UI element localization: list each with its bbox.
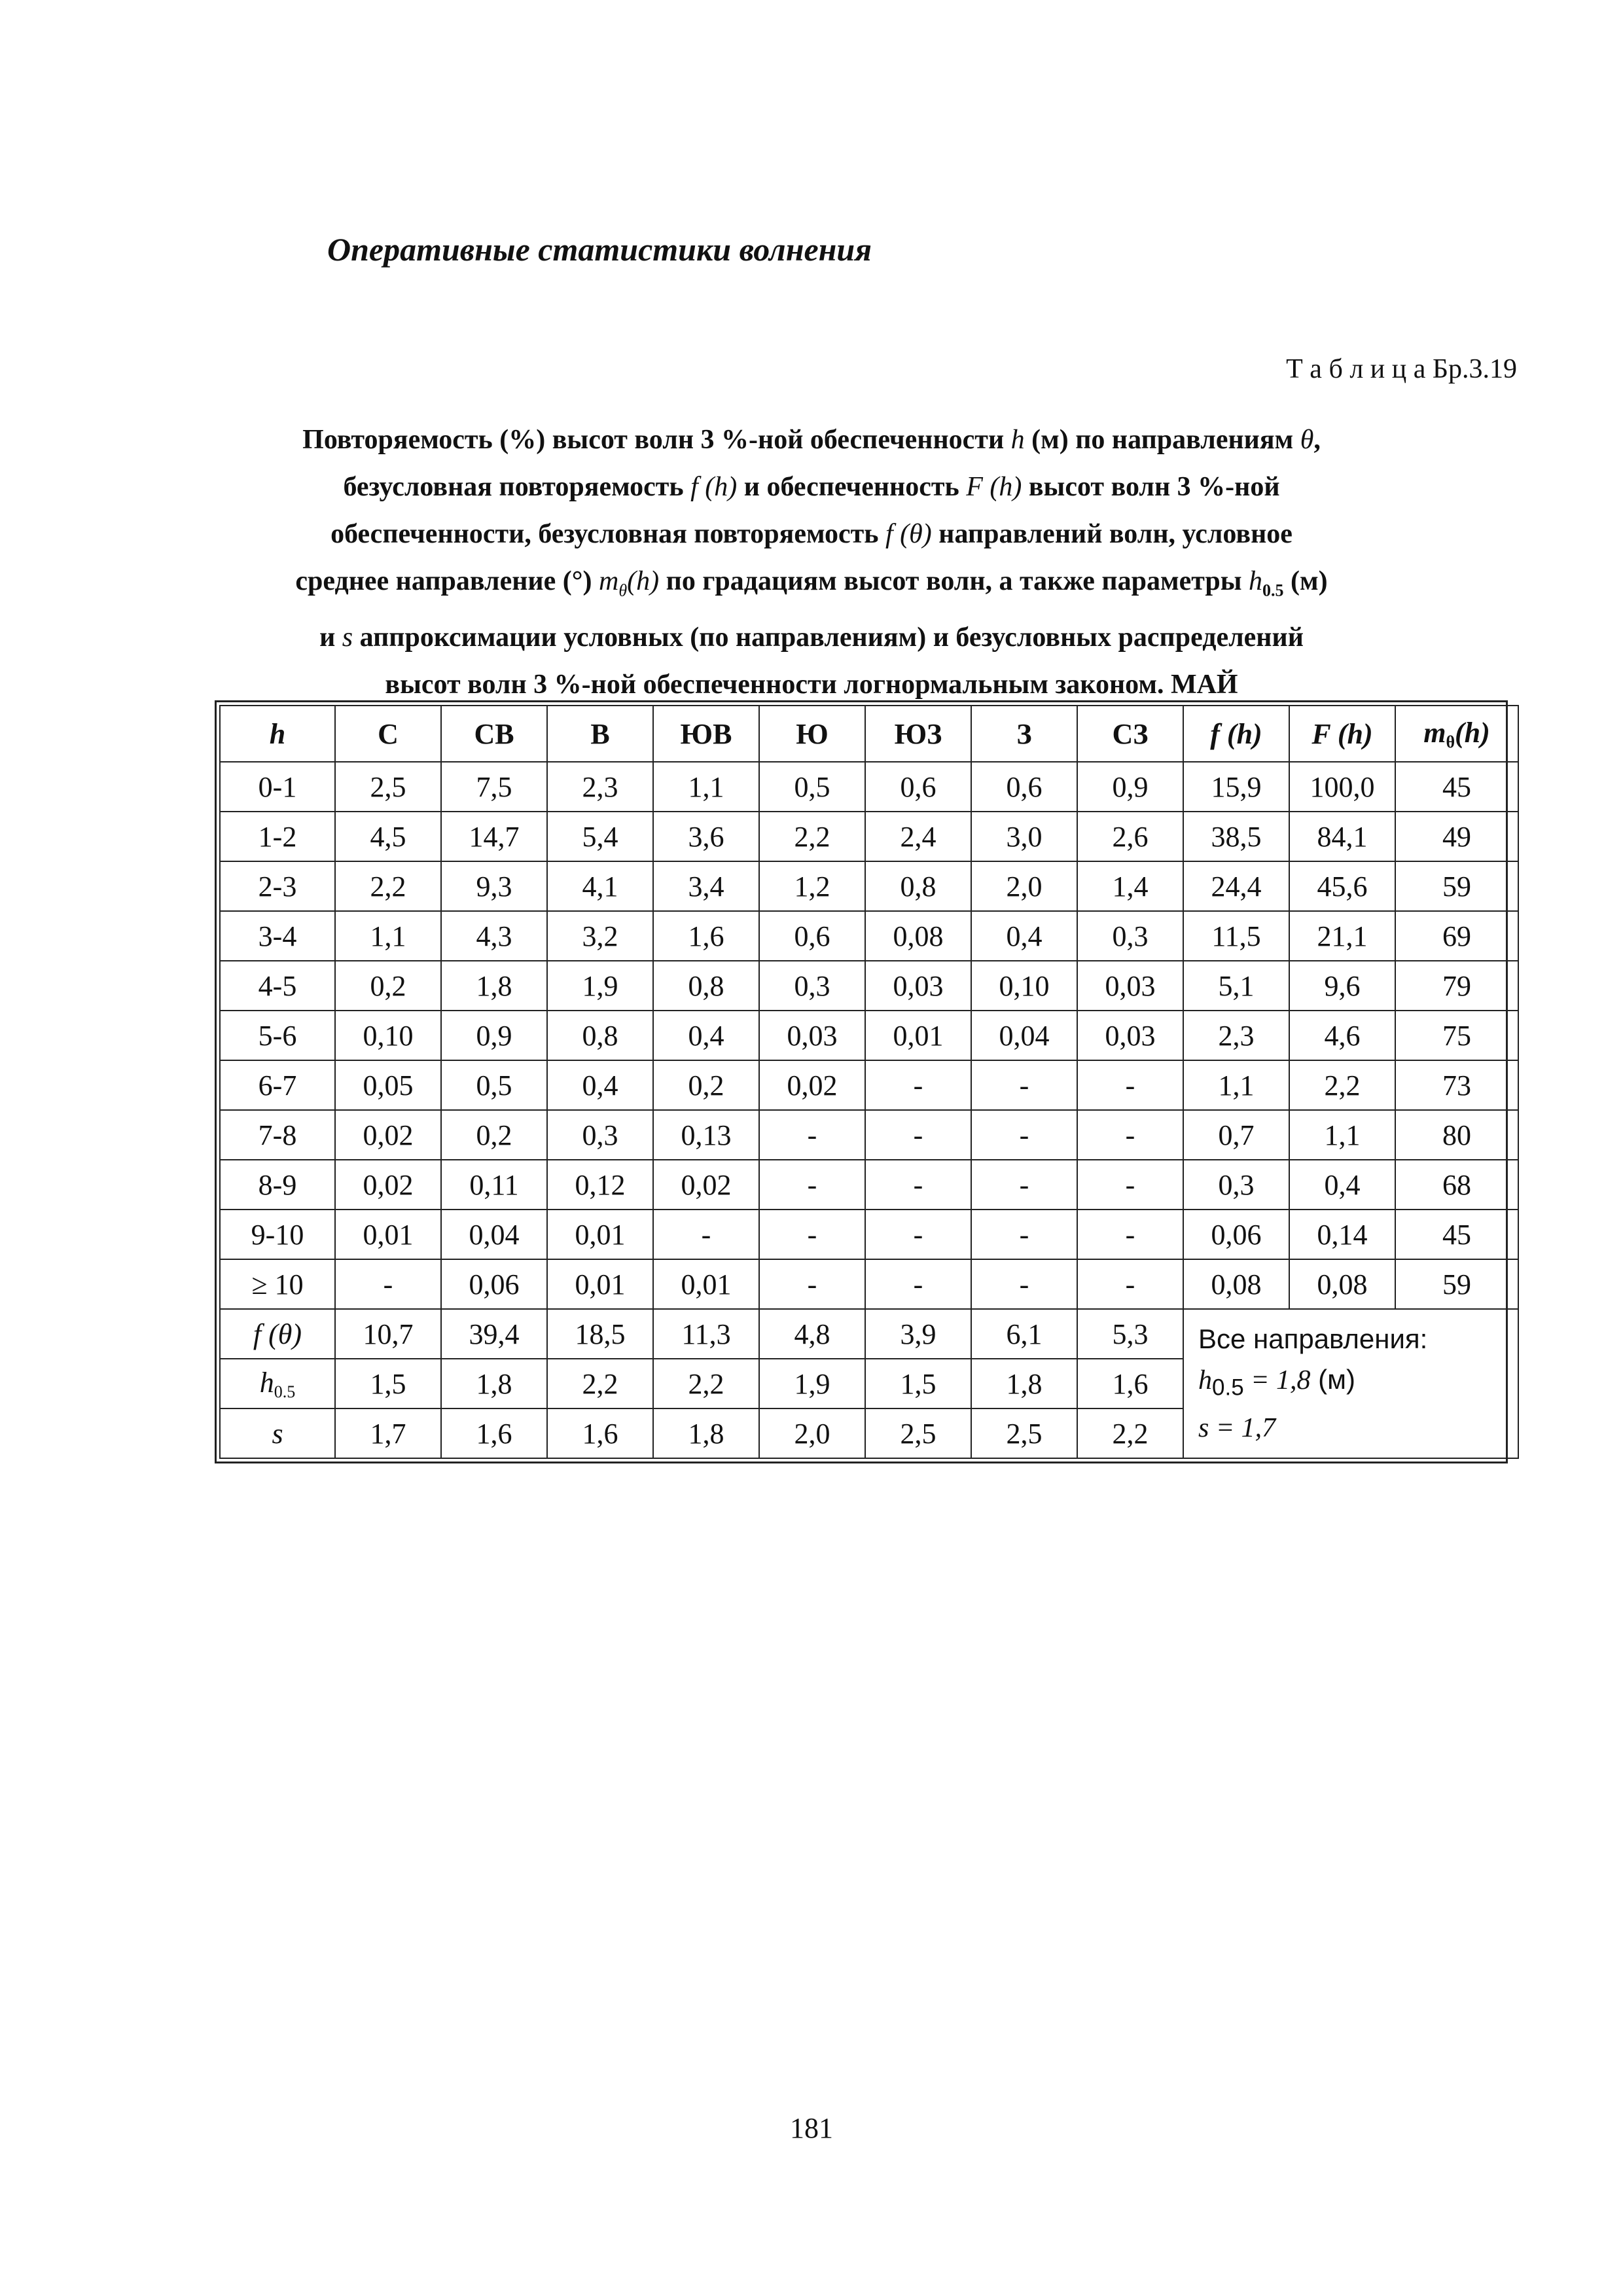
- header-fh: f (h): [1183, 706, 1289, 762]
- cell-fh: 38,5: [1183, 812, 1289, 861]
- cell-value: 1,8: [441, 961, 547, 1011]
- row-label-h: 2-3: [220, 861, 335, 911]
- cell-value: 0,2: [653, 1060, 759, 1110]
- cell-value: 0,05: [335, 1060, 441, 1110]
- row-label-h: 7-8: [220, 1110, 335, 1160]
- cell-value: 2,2: [759, 812, 865, 861]
- table-row: [220, 961, 1518, 1011]
- cell-value: 0,01: [335, 1210, 441, 1259]
- cell-value: 0,01: [547, 1210, 653, 1259]
- cell-Fh: 1,1: [1289, 1110, 1395, 1160]
- cell-h05: 1,6: [1077, 1359, 1183, 1408]
- table-number: Т а б л и ц а Бр.3.19: [1286, 354, 1517, 384]
- cell-value: 0,06: [441, 1259, 547, 1309]
- cell-value: 0,11: [441, 1160, 547, 1210]
- cell-s: 1,6: [441, 1408, 547, 1458]
- row-label-h: 8-9: [220, 1160, 335, 1210]
- cell-h05: 1,8: [441, 1359, 547, 1408]
- cell-value: 2,4: [865, 812, 971, 861]
- cell-s: 2,5: [865, 1408, 971, 1458]
- cell-fh: 24,4: [1183, 861, 1289, 911]
- row-label-h05: $h_{0.5}$: [220, 1359, 335, 1408]
- row-label-h: 4-5: [220, 961, 335, 1011]
- cell-value: -: [653, 1210, 759, 1259]
- cell-value: -: [335, 1259, 441, 1309]
- cell-value: 0,2: [441, 1110, 547, 1160]
- cell-value: 1,6: [653, 911, 759, 961]
- cell-value: 2,3: [547, 762, 653, 812]
- table-row: [220, 1210, 1518, 1259]
- cell-value: 0,13: [653, 1110, 759, 1160]
- cell-value: 0,2: [335, 961, 441, 1011]
- cell-value: 3,2: [547, 911, 653, 961]
- cell-value: 0,01: [865, 1011, 971, 1060]
- cell-s: 2,5: [971, 1408, 1077, 1458]
- cell-m: 59: [1395, 861, 1518, 911]
- cell-value: 0,02: [759, 1060, 865, 1110]
- cell-m: 59: [1395, 1259, 1518, 1309]
- cell-value: 0,10: [335, 1011, 441, 1060]
- cell-value: 0,9: [1077, 762, 1183, 812]
- cell-fh: 15,9: [1183, 762, 1289, 812]
- cell-value: 2,0: [971, 861, 1077, 911]
- cell-value: -: [971, 1259, 1077, 1309]
- cell-value: 4,1: [547, 861, 653, 911]
- cell-value: -: [971, 1210, 1077, 1259]
- caption-line-6: высот волн 3 %-ной обеспеченности логнормальным законом. МАЙ: [385, 670, 1238, 700]
- cell-value: -: [759, 1210, 865, 1259]
- cell-value: -: [1077, 1060, 1183, 1110]
- cell-fh: 2,3: [1183, 1011, 1289, 1060]
- cell-value: 4,5: [335, 812, 441, 861]
- cell-value: 2,2: [335, 861, 441, 911]
- cell-h05: 2,2: [547, 1359, 653, 1408]
- header-dir-ne: СВ: [441, 706, 547, 762]
- cell-m: 45: [1395, 762, 1518, 812]
- table-row: [220, 1259, 1518, 1309]
- cell-s: 2,2: [1077, 1408, 1183, 1458]
- cell-value: 0,3: [759, 961, 865, 1011]
- cell-value: 0,04: [441, 1210, 547, 1259]
- cell-m: 68: [1395, 1160, 1518, 1210]
- cell-m: 79: [1395, 961, 1518, 1011]
- cell-Fh: 0,08: [1289, 1259, 1395, 1309]
- cell-value: 3,4: [653, 861, 759, 911]
- table-row: [220, 812, 1518, 861]
- header-dir-sw: ЮЗ: [865, 706, 971, 762]
- cell-s: 1,8: [653, 1408, 759, 1458]
- cell-ftheta: 18,5: [547, 1309, 653, 1359]
- table-caption: [196, 416, 1427, 708]
- cell-fh: 11,5: [1183, 911, 1289, 961]
- cell-ftheta: 3,9: [865, 1309, 971, 1359]
- caption-line-3: обеспеченности, безусловная повторяемость f (θ) направлений волн, условное: [330, 519, 1293, 549]
- cell-s: 1,6: [547, 1408, 653, 1458]
- cell-value: 1,1: [335, 911, 441, 961]
- row-label-s: s: [220, 1408, 335, 1458]
- cell-h05: 1,5: [865, 1359, 971, 1408]
- cell-value: -: [1077, 1210, 1183, 1259]
- cell-value: 0,5: [759, 762, 865, 812]
- cell-value: 0,03: [1077, 1011, 1183, 1060]
- table-row: [220, 1160, 1518, 1210]
- cell-Fh: 9,6: [1289, 961, 1395, 1011]
- cell-Fh: 21,1: [1289, 911, 1395, 961]
- cell-value: 5,4: [547, 812, 653, 861]
- cell-value: 1,9: [547, 961, 653, 1011]
- cell-h05: 1,9: [759, 1359, 865, 1408]
- cell-value: 0,03: [1077, 961, 1183, 1011]
- all-directions-title: Все направления:: [1198, 1323, 1428, 1354]
- cell-value: 14,7: [441, 812, 547, 861]
- cell-value: 0,03: [759, 1011, 865, 1060]
- data-table-frame: [215, 700, 1508, 1463]
- cell-value: 1,4: [1077, 861, 1183, 911]
- cell-value: 3,6: [653, 812, 759, 861]
- cell-value: 0,01: [653, 1259, 759, 1309]
- cell-ftheta: 39,4: [441, 1309, 547, 1359]
- cell-value: 0,02: [335, 1110, 441, 1160]
- table-header-row: [220, 706, 1518, 762]
- cell-ftheta: 11,3: [653, 1309, 759, 1359]
- caption-line-4: среднее направление (°) $m_\theta(h)$ по градациям высот волн, а также параметры $h_{0.5}$ (м): [295, 566, 1328, 600]
- cell-value: 0,3: [547, 1110, 653, 1160]
- cell-h05: 1,5: [335, 1359, 441, 1408]
- table-row: [220, 911, 1518, 961]
- cell-fh: 0,3: [1183, 1160, 1289, 1210]
- cell-value: -: [865, 1160, 971, 1210]
- cell-value: -: [971, 1110, 1077, 1160]
- header-dir-nw: СЗ: [1077, 706, 1183, 762]
- cell-value: -: [865, 1259, 971, 1309]
- table-row: [220, 1110, 1518, 1160]
- cell-value: 3,0: [971, 812, 1077, 861]
- cell-value: 0,4: [547, 1060, 653, 1110]
- section-title: Оперативные статистики волнения: [327, 231, 872, 268]
- cell-value: 4,3: [441, 911, 547, 961]
- cell-m: 80: [1395, 1110, 1518, 1160]
- cell-value: -: [1077, 1160, 1183, 1210]
- header-m-theta-h: $m_\theta(h)$: [1395, 706, 1518, 762]
- cell-ftheta: 10,7: [335, 1309, 441, 1359]
- table-row: [220, 861, 1518, 911]
- cell-value: -: [865, 1060, 971, 1110]
- cell-value: 2,5: [335, 762, 441, 812]
- row-label-h: 5-6: [220, 1011, 335, 1060]
- cell-value: 0,4: [971, 911, 1077, 961]
- cell-value: -: [759, 1110, 865, 1160]
- cell-h05: 2,2: [653, 1359, 759, 1408]
- cell-fh: 0,08: [1183, 1259, 1289, 1309]
- cell-Fh: 45,6: [1289, 861, 1395, 911]
- header-h: h: [220, 706, 335, 762]
- cell-value: -: [971, 1060, 1077, 1110]
- cell-value: 0,12: [547, 1160, 653, 1210]
- cell-value: -: [759, 1259, 865, 1309]
- cell-value: 0,10: [971, 961, 1077, 1011]
- cell-value: -: [1077, 1110, 1183, 1160]
- cell-value: 0,4: [653, 1011, 759, 1060]
- cell-fh: 0,06: [1183, 1210, 1289, 1259]
- cell-fh: 5,1: [1183, 961, 1289, 1011]
- cell-Fh: 84,1: [1289, 812, 1395, 861]
- cell-value: -: [759, 1160, 865, 1210]
- cell-value: 0,01: [547, 1259, 653, 1309]
- row-label-h: 6-7: [220, 1060, 335, 1110]
- row-label-h: 1-2: [220, 812, 335, 861]
- header-dir-n: С: [335, 706, 441, 762]
- cell-value: 0,04: [971, 1011, 1077, 1060]
- row-label-h: 9-10: [220, 1210, 335, 1259]
- row-label-h: 0-1: [220, 762, 335, 812]
- table-row: [220, 762, 1518, 812]
- row-label-h: 3-4: [220, 911, 335, 961]
- header-dir-w: З: [971, 706, 1077, 762]
- caption-line-1: Повторяемость (%) высот волн 3 %-ной обеспеченности h (м) по направлениям θ,: [302, 425, 1321, 455]
- row-label-h: ≥ 10: [220, 1259, 335, 1309]
- cell-Fh: 100,0: [1289, 762, 1395, 812]
- cell-value: 0,3: [1077, 911, 1183, 961]
- cell-ftheta: 6,1: [971, 1309, 1077, 1359]
- wave-statistics-table: [219, 705, 1519, 1459]
- cell-s: 2,0: [759, 1408, 865, 1458]
- cell-value: 9,3: [441, 861, 547, 911]
- cell-h05: 1,8: [971, 1359, 1077, 1408]
- cell-value: 7,5: [441, 762, 547, 812]
- cell-value: 1,1: [653, 762, 759, 812]
- page-number: 181: [790, 2112, 833, 2144]
- table-row: [220, 1011, 1518, 1060]
- header-dir-s: Ю: [759, 706, 865, 762]
- cell-m: 49: [1395, 812, 1518, 861]
- cell-Fh: 4,6: [1289, 1011, 1395, 1060]
- cell-value: 1,2: [759, 861, 865, 911]
- cell-Fh: 0,4: [1289, 1160, 1395, 1210]
- cell-m: 45: [1395, 1210, 1518, 1259]
- cell-value: 0,5: [441, 1060, 547, 1110]
- ftheta-row: [220, 1309, 1518, 1359]
- cell-value: 0,9: [441, 1011, 547, 1060]
- all-directions-summary: [1183, 1309, 1518, 1458]
- cell-value: 0,6: [759, 911, 865, 961]
- cell-value: 0,02: [653, 1160, 759, 1210]
- row-label-ftheta: f (θ): [220, 1309, 335, 1359]
- cell-Fh: 2,2: [1289, 1060, 1395, 1110]
- header-Fh: F (h): [1289, 706, 1395, 762]
- caption-line-5: и s аппроксимации условных (по направлениям) и безусловных распределений: [319, 622, 1304, 653]
- all-directions-s: s = 1,7: [1198, 1413, 1276, 1444]
- cell-value: 0,08: [865, 911, 971, 961]
- cell-fh: 0,7: [1183, 1110, 1289, 1160]
- cell-value: 2,6: [1077, 812, 1183, 861]
- table-row: [220, 1060, 1518, 1110]
- cell-s: 1,7: [335, 1408, 441, 1458]
- cell-m: 73: [1395, 1060, 1518, 1110]
- cell-ftheta: 5,3: [1077, 1309, 1183, 1359]
- cell-value: -: [1077, 1259, 1183, 1309]
- cell-value: 0,6: [971, 762, 1077, 812]
- cell-value: 0,6: [865, 762, 971, 812]
- cell-value: 0,8: [547, 1011, 653, 1060]
- cell-m: 75: [1395, 1011, 1518, 1060]
- caption-line-2: безусловная повторяемость f (h) и обеспеченность F (h) высот волн 3 %-ной: [343, 472, 1280, 502]
- cell-ftheta: 4,8: [759, 1309, 865, 1359]
- cell-fh: 1,1: [1183, 1060, 1289, 1110]
- cell-value: 0,8: [865, 861, 971, 911]
- cell-value: 0,8: [653, 961, 759, 1011]
- header-dir-se: ЮВ: [653, 706, 759, 762]
- cell-value: -: [865, 1210, 971, 1259]
- cell-m: 69: [1395, 911, 1518, 961]
- header-dir-e: В: [547, 706, 653, 762]
- cell-value: -: [971, 1160, 1077, 1210]
- cell-value: -: [865, 1110, 971, 1160]
- cell-value: 0,03: [865, 961, 971, 1011]
- cell-value: 0,02: [335, 1160, 441, 1210]
- cell-Fh: 0,14: [1289, 1210, 1395, 1259]
- all-directions-h05: $h_{0.5} = 1,8$ (м): [1198, 1364, 1356, 1401]
